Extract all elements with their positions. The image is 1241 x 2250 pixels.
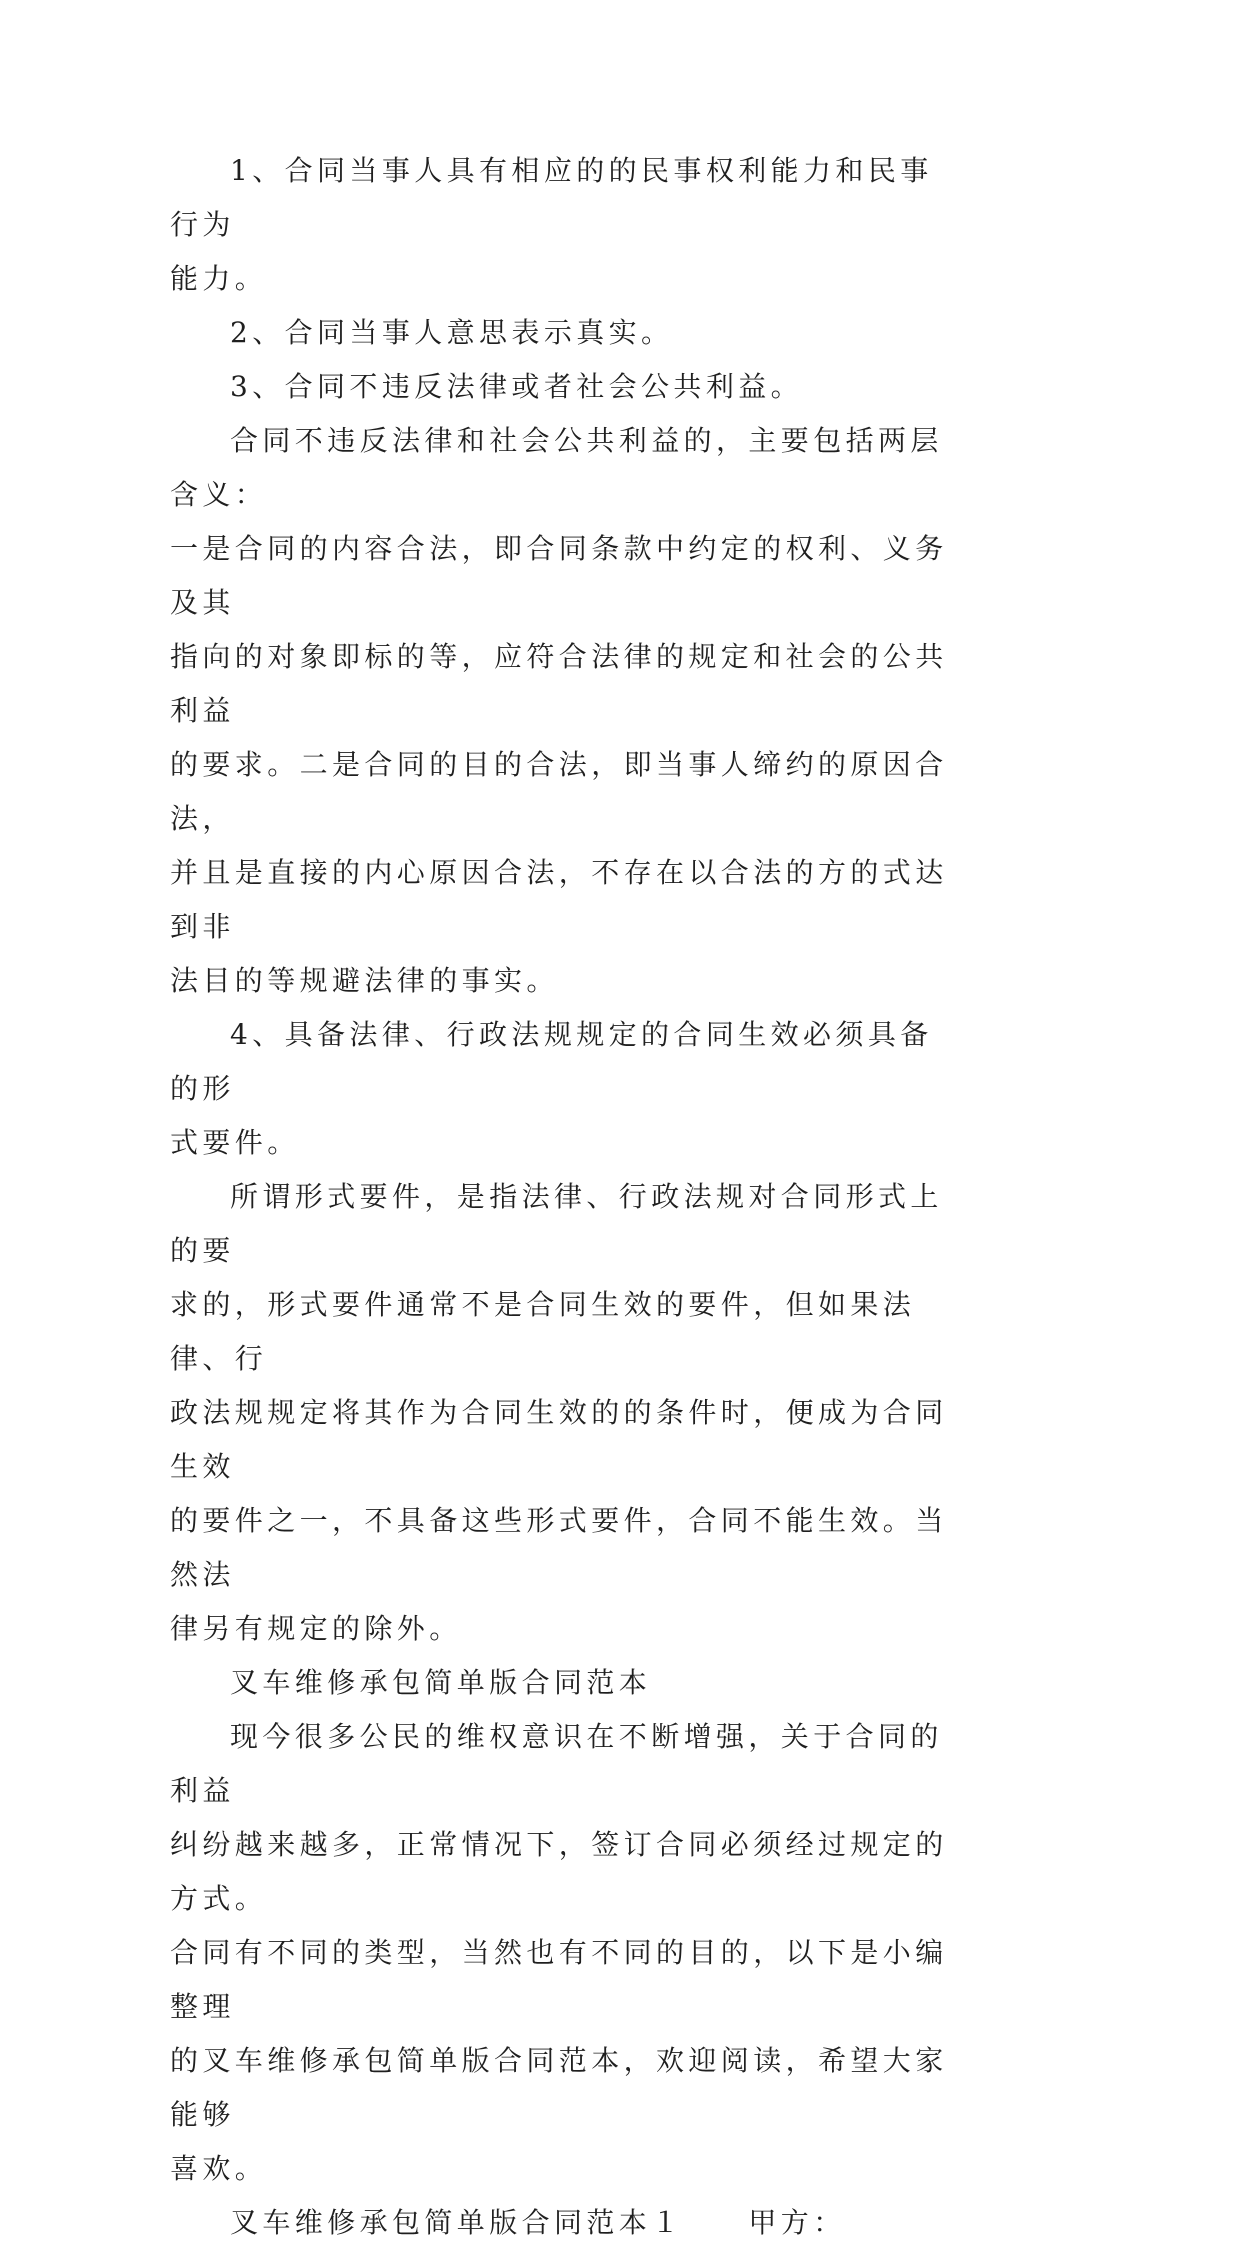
paragraph-clause-4 xyxy=(170,1008,950,1170)
paragraph-line: 喜欢。 xyxy=(170,2152,268,2185)
paragraph-template-heading xyxy=(170,2196,950,2250)
paragraph-line: 纠纷越来越多，正常情况下，签订合同必须经过规定的方式。 xyxy=(170,1828,948,1915)
paragraph-line: 能力。 xyxy=(170,262,268,295)
paragraph-line: 指向的对象即标的等，应符合法律的规定和社会的公共利益 xyxy=(170,640,948,727)
paragraph-line: 法目的等规避法律的事实。 xyxy=(170,964,559,997)
paragraph-line: 所谓形式要件，是指法律、行政法规对合同形式上的要 xyxy=(170,1180,943,1267)
paragraph-line: 的叉车维修承包简单版合同范本，欢迎阅读，希望大家能够 xyxy=(170,2044,948,2131)
document-body xyxy=(170,144,950,2250)
paragraph-intro xyxy=(170,1710,950,2196)
paragraph-clause-3 xyxy=(170,360,950,414)
paragraph-line: 合同有不同的类型，当然也有不同的目的，以下是小编整理 xyxy=(170,1936,948,2023)
paragraph-line: 求的，形式要件通常不是合同生效的要件，但如果法律、行 xyxy=(170,1288,916,1375)
paragraph-line: 合同不违反法律和社会公共利益的，主要包括两层含义： xyxy=(170,424,943,511)
paragraph-line: 叉车维修承包简单版合同范本 xyxy=(230,1666,652,1699)
paragraph-line: 4、具备法律、行政法规规定的合同生效必须具备的形 xyxy=(170,1018,933,1105)
paragraph-public-interest xyxy=(170,414,950,1008)
paragraph-line: 并且是直接的内心原因合法，不存在以合法的方的式达到非 xyxy=(170,856,948,943)
paragraph-line: 现今很多公民的维权意识在不断增强，关于合同的利益 xyxy=(170,1720,943,1807)
paragraph-line: 律另有规定的除外。 xyxy=(170,1612,462,1645)
paragraph-line: 的要件之一，不具备这些形式要件，合同不能生效。当然法 xyxy=(170,1504,948,1591)
paragraph-clause-1 xyxy=(170,144,950,306)
paragraph-line: 1、合同当事人具有相应的的民事权利能力和民事行为 xyxy=(170,154,933,241)
paragraph-line: 2、合同当事人意思表示真实。 xyxy=(230,316,674,349)
paragraph-line: 政法规规定将其作为合同生效的的条件时，便成为合同生效 xyxy=(170,1396,948,1483)
paragraph-line: 叉车维修承包简单版合同范本１ 甲方： xyxy=(230,2206,846,2239)
paragraph-line: 3、合同不违反法律或者社会公共利益。 xyxy=(230,370,804,403)
paragraph-formal-requirements xyxy=(170,1170,950,1656)
section-title xyxy=(170,1656,950,1710)
paragraph-line: 的要求。二是合同的目的合法，即当事人缔约的原因合法， xyxy=(170,748,948,835)
paragraph-clause-2 xyxy=(170,306,950,360)
paragraph-line: 一是合同的内容合法，即合同条款中约定的权利、义务及其 xyxy=(170,532,948,619)
paragraph-line: 式要件。 xyxy=(170,1126,300,1159)
